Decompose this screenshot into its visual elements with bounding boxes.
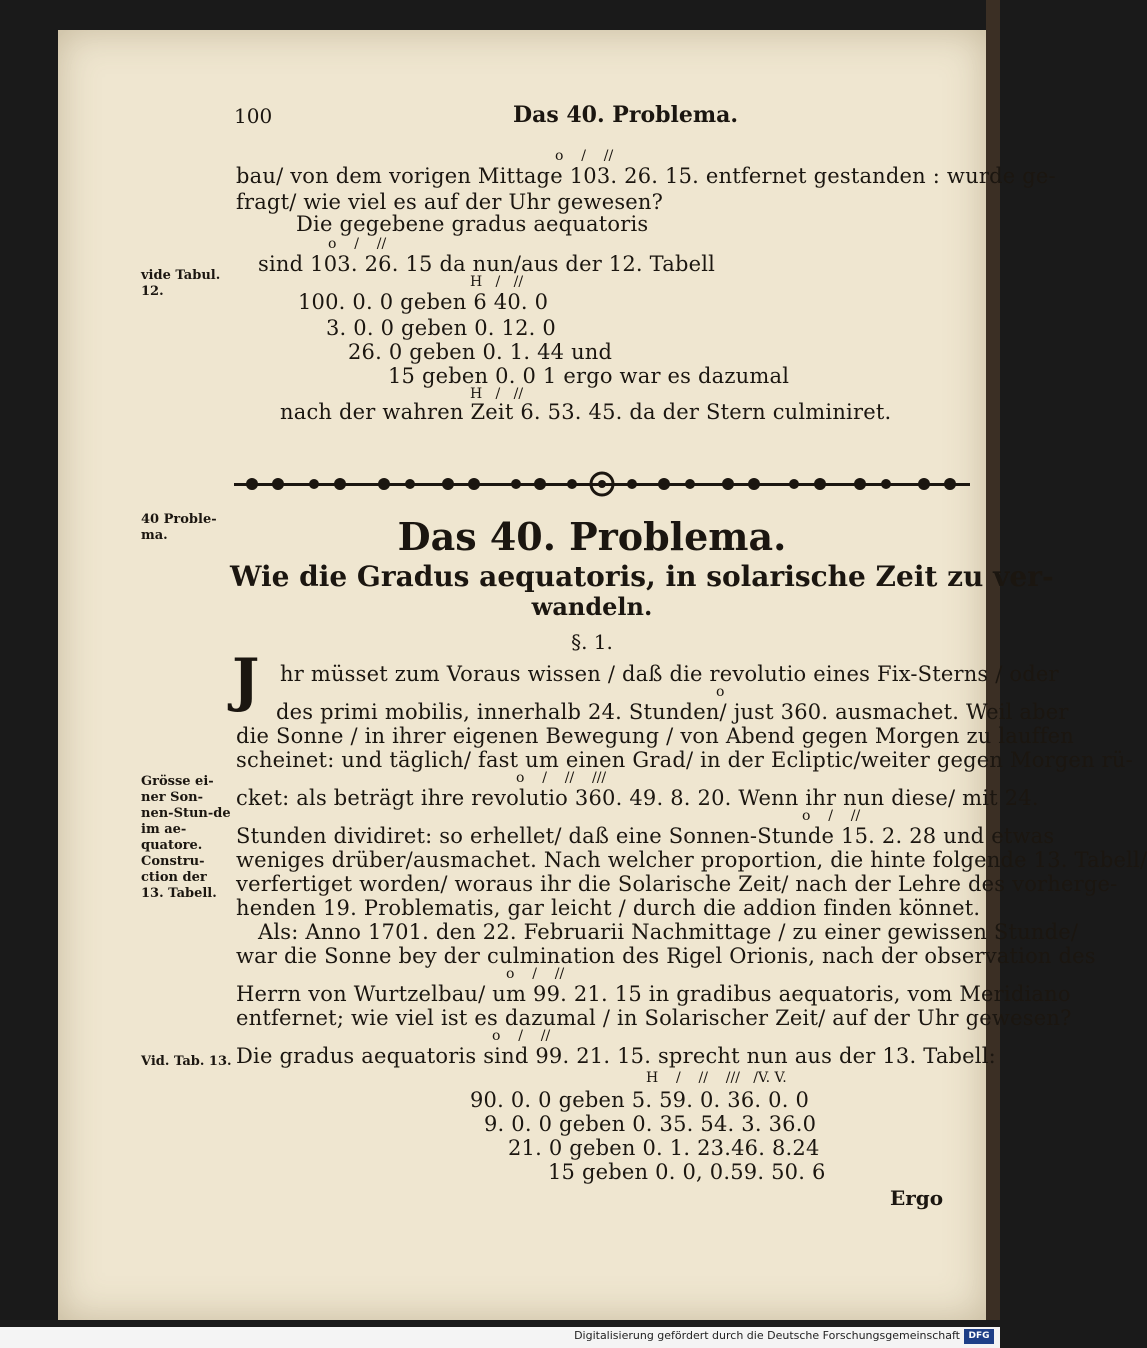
text-line: scheinet: und täglich/ fast um einen Grad/ in der Ecliptic/weiter gegen Morgen rü- [236, 748, 1133, 772]
section-mark: §. 1. [571, 630, 613, 654]
text-line: sind 103. 26. 15 da nun/aus der 12. Tabell [258, 252, 716, 276]
degree-marks: o [716, 684, 725, 700]
text-line: weniges drüber/ausmachet. Nach welcher proportion, die hinte folgende 13. Tabell/ [236, 848, 1147, 872]
degree-marks: o / // [555, 148, 614, 164]
degree-marks: o / // /// [516, 770, 607, 786]
problem-subtitle-cont: wandeln. [531, 592, 653, 621]
text-line: henden 19. Problematis, gar leicht / durch die addion finden könnet. [236, 896, 981, 920]
margin-note: 40 Proble-ma. [141, 512, 217, 543]
degree-marks: o / // [492, 1028, 551, 1044]
margin-note: Vid. Tab. 13. [141, 1054, 232, 1069]
text-line: bau/ von dem vorigen Mittage 103. 26. 15. entfernet gestanden : wurde ge- [236, 164, 1056, 188]
text-line: entfernet; wie viel ist es dazumal / in Solarischer Zeit/ auf der Uhr gewesen? [236, 1006, 1072, 1030]
text-line: hr müsset zum Voraus wissen / daß die revolutio eines Fix-Sterns / oder [280, 662, 1059, 686]
time-marks: H / // /// /V. V. [646, 1070, 787, 1086]
table-row: 21. 0 geben 0. 1. 23.46. 8.24 [508, 1136, 820, 1160]
text-line: des primi mobilis, innerhalb 24. Stunden/ just 360. ausmachet. Weil aber [276, 700, 1069, 724]
degree-marks: o / // [506, 966, 565, 982]
text-line: cket: als beträgt ihre revolutio 360. 49. 8. 20. Wenn ihr nun diese/ mit 24. [236, 786, 1039, 810]
time-marks: H / // [470, 386, 524, 402]
text-line: Als: Anno 1701. den 22. Februarii Nachmittage / zu einer gewissen Stunde/ [258, 920, 1079, 944]
text-line: nach der wahren Zeit 6. 53. 45. da der Stern culminiret. [280, 400, 892, 424]
margin-note: Grösse ei-ner Son-nen-Stun-de im ae-quatore. Constru-ction der 13. Tabell. [141, 774, 231, 901]
text-line: verfertiget worden/ woraus ihr die Solarische Zeit/ nach der Lehre des vorherge- [236, 872, 1118, 896]
footer-credit: Digitalisierung gefördert durch die Deutsche Forschungsgemeinschaft [574, 1329, 960, 1342]
book-edge [986, 0, 1000, 1320]
ornament-divider [234, 470, 970, 500]
degree-marks: o / // [328, 236, 387, 252]
running-head: Das 40. Problema. [513, 102, 739, 128]
text-line: Herrn von Wurtzelbau/ um 99. 21. 15 in gradibus aequatoris, vom Meridiano [236, 982, 1071, 1006]
margin-note: vide Tabul. 12. [141, 268, 221, 299]
table-row: 100. 0. 0 geben 6 40. 0 [298, 290, 549, 314]
table-row: 90. 0. 0 geben 5. 59. 0. 36. 0. 0 [470, 1088, 810, 1112]
dfg-logo: DFG [964, 1329, 994, 1344]
catchword: Ergo [890, 1186, 944, 1210]
text-line: Die gegebene gradus aequatoris [296, 212, 649, 236]
table-row: 9. 0. 0 geben 0. 35. 54. 3. 36.0 [484, 1112, 817, 1136]
text-line: die Sonne / in ihrer eigenen Bewegung / von Abend gegen Morgen zu lauffen [236, 724, 1075, 748]
degree-marks: o / // [802, 808, 861, 824]
problem-subtitle: Wie die Gradus aequatoris, in solarische Zeit zu ver- [230, 560, 1054, 593]
table-row: 15 geben 0. 0, 0.59. 50. 6 [548, 1160, 826, 1184]
table-row: 3. 0. 0 geben 0. 12. 0 [326, 316, 556, 340]
page-number: 100 [234, 104, 273, 128]
text-line: fragt/ wie viel es auf der Uhr gewesen? [236, 190, 664, 214]
problem-title: Das 40. Problema. [397, 514, 787, 559]
book-page [58, 30, 1147, 1320]
text-line: Die gradus aequatoris sind 99. 21. 15. sprecht nun aus der 13. Tabell: [236, 1044, 996, 1068]
table-row: 15 geben 0. 0 1 ergo war es dazumal [388, 364, 790, 388]
table-row: 26. 0 geben 0. 1. 44 und [348, 340, 613, 364]
time-marks: H / // [470, 274, 524, 290]
drop-cap: J [232, 646, 260, 714]
text-line: Stunden dividiret: so erhellet/ daß eine Sonnen-Stunde 15. 2. 28 und etwas [236, 824, 1055, 848]
footer-bar [0, 1327, 1000, 1348]
text-line: war die Sonne bey der culmination des Rigel Orionis, nach der observation des [236, 944, 1096, 968]
